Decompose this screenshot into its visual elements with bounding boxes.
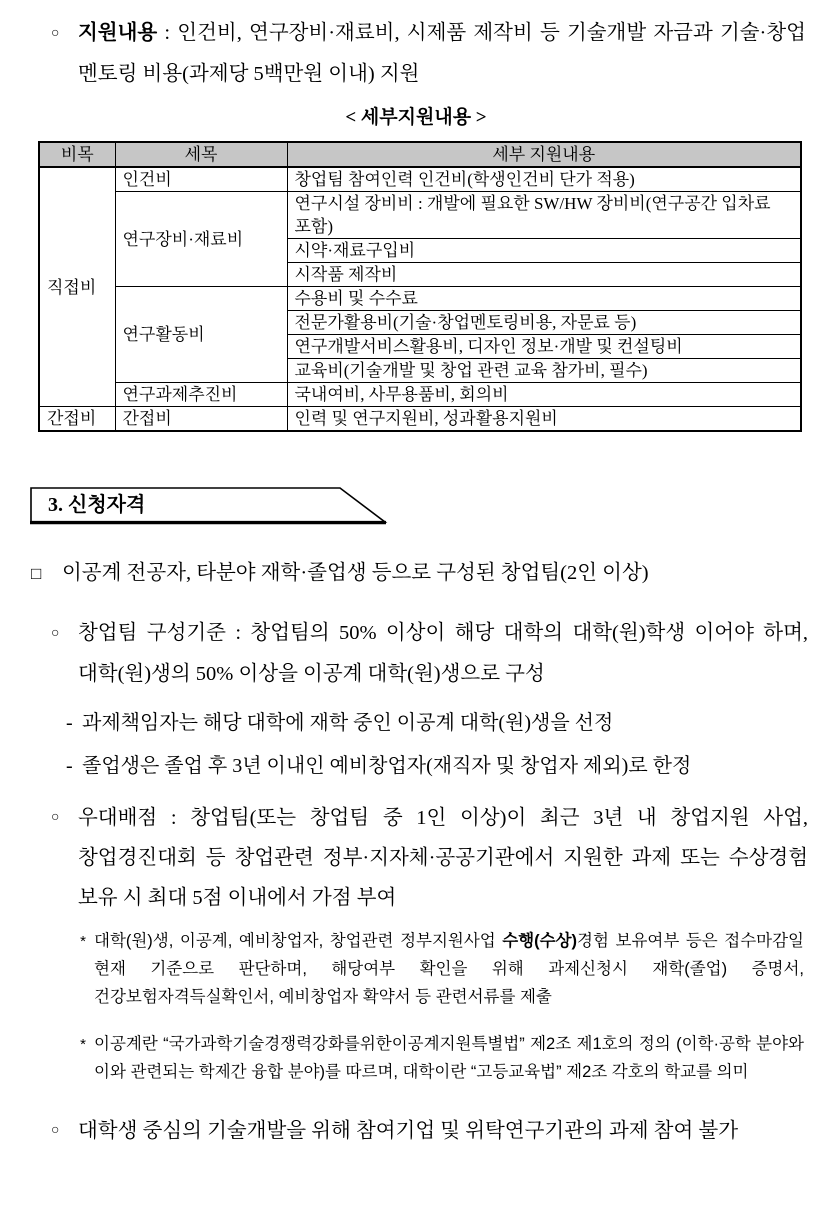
cell-category-direct: 직접비 — [39, 167, 115, 407]
circle-bullet-icon: ○ — [51, 810, 60, 825]
asterisk-bullet-icon: * — [80, 933, 86, 950]
table-row — [39, 192, 801, 239]
support-content-paragraph — [48, 13, 806, 95]
support-content-text — [78, 13, 806, 95]
dash-bullet-icon: - — [66, 712, 73, 734]
cell-detail-activity-4: 교육비(기술개발 및 창업 관련 교육 참가비, 필수) — [287, 359, 801, 383]
team-criteria-text: 창업팀 구성기준 : 창업팀의 50% 이상이 해당 대학의 대학(원)학생 이어야 하며, 대학(원)생의 50% 이상을 이공계 대학(원)생으로 구성 — [78, 622, 808, 685]
support-content-body: : 인건비, 연구장비·재료비, 시제품 제작비 등 기술개발 자금과 기술·창업 멘토링 비용(과제당 5백만원 이내) 지원 — [78, 22, 806, 85]
table-row — [39, 383, 801, 407]
cell-detail-activity-1: 수용비 및 수수료 — [287, 287, 801, 311]
table-row — [39, 287, 801, 311]
footnote-documents-text — [94, 927, 804, 1011]
dash-item-graduate — [66, 751, 808, 781]
footnote-definition-text: 이공계란 “국가과학기술경쟁력강화를위한이공계지원특별법” 제2조 제1호의 정의 (이학·공학 분야와 이와 관련되는 학제간 융합 분야)를 따르며, 대학이란 “고등교육법” 제2조 각호의 학교를 의미 — [94, 1035, 804, 1081]
no-participation-text: 대학생 중심의 기술개발을 위해 참여기업 및 위탁연구기관의 과제 참여 불가 — [78, 1120, 739, 1142]
cell-detail-indirect: 인력 및 연구지원비, 성과활용지원비 — [287, 407, 801, 432]
asterisk-bullet-icon: * — [80, 1036, 86, 1053]
cell-sub-indirect: 간접비 — [115, 407, 287, 432]
table-caption: < 세부지원내용 > — [345, 107, 487, 128]
cell-detail-promotion: 국내여비, 사무용품비, 회의비 — [287, 383, 801, 407]
eligibility-lead-text: 이공계 전공자, 타분야 재학·졸업생 등으로 구성된 창업팀(2인 이상) — [62, 562, 649, 584]
footnote-documents-seg2: 경험 보유여부 등은 접수마감일 현재 기준으로 판단하며, 해당여부 확인을 위해 과제신청시 재학(졸업) 증명서, 건강보험자격득실확인서, 예비창업자 확약서 등 관련서류를 제출 — [94, 932, 804, 1006]
header-category: 비목 — [39, 142, 115, 167]
dash-item-leader — [66, 708, 808, 738]
footnote-documents-seg1: 대학(원)생, 이공계, 예비창업자, 창업관련 정부지원사업 — [94, 932, 503, 950]
footnote-documents — [72, 927, 804, 1011]
dash-item-leader-text: 과제책임자는 해당 대학에 재학 중인 이공계 대학(원)생을 선정 — [82, 712, 614, 734]
table-row — [39, 167, 801, 192]
support-content-label: 지원내용 — [78, 22, 158, 44]
bonus-points-text: 우대배점 : 창업팀(또는 창업팀 중 1인 이상)이 최근 3년 내 창업지원 사업, 창업경진대회 등 창업관련 정부·지자체·공공기관에서 지원한 과제 또는 수상경험 보유 시 최대 5점 이내에서 가점 부여 — [78, 807, 808, 909]
cell-detail-equipment-2: 시약·재료구입비 — [287, 239, 801, 263]
cell-detail-equipment-3: 시작품 제작비 — [287, 263, 801, 287]
circle-bullet-icon: ○ — [51, 26, 60, 41]
table-row — [39, 407, 801, 432]
cell-detail-equipment-1: 연구시설 장비비 : 개발에 필요한 SW/HW 장비비(연구공간 입차료 포함) — [287, 192, 801, 239]
bonus-points-paragraph — [48, 798, 808, 918]
support-details-table — [38, 141, 802, 432]
section-3-title: 3. 신청자격 — [48, 494, 146, 516]
team-criteria-paragraph — [48, 613, 808, 695]
dash-item-graduate-text: 졸업생은 졸업 후 3년 이내인 예비창업자(재직자 및 창업자 제외)로 한정 — [82, 755, 692, 777]
dash-bullet-icon: - — [66, 755, 73, 777]
eligibility-lead-paragraph — [30, 559, 808, 588]
cell-category-indirect: 간접비 — [39, 407, 115, 432]
cell-detail-activity-2: 전문가활용비(기술·창업멘토링비용, 자문료 등) — [287, 311, 801, 335]
square-bullet-icon: □ — [31, 564, 42, 583]
header-subcategory: 세목 — [115, 142, 287, 167]
footnote-documents-bold: 수행(수상) — [502, 932, 578, 950]
cell-sub-activity: 연구활동비 — [115, 287, 287, 383]
cell-detail-activity-3: 연구개발서비스활용비, 디자인 정보·개발 및 컨설팅비 — [287, 335, 801, 359]
cell-sub-promotion: 연구과제추진비 — [115, 383, 287, 407]
circle-bullet-icon: ○ — [51, 626, 60, 641]
circle-bullet-icon: ○ — [51, 1123, 60, 1138]
cell-detail-personnel: 창업팀 참여인력 인건비(학생인건비 단가 적용) — [287, 167, 801, 192]
cell-sub-personnel: 인건비 — [115, 167, 287, 192]
no-participation-paragraph — [48, 1111, 808, 1151]
header-detail: 세부 지원내용 — [287, 142, 801, 167]
section-3-banner — [30, 486, 388, 526]
table-header-row — [39, 142, 801, 167]
footnote-definition — [72, 1030, 804, 1086]
cell-sub-equipment: 연구장비·재료비 — [115, 192, 287, 287]
